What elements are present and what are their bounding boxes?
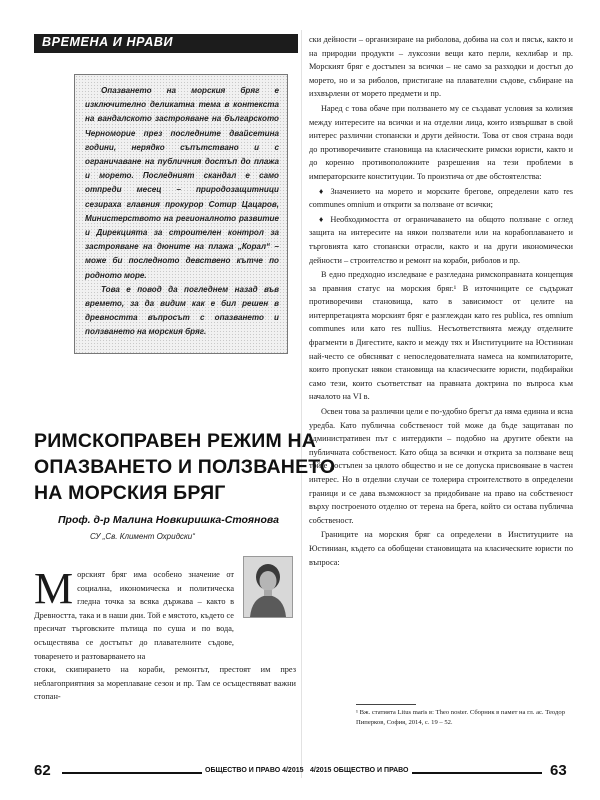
title-line-3: НА МОРСКИЯ БРЯГ [34, 482, 226, 504]
left-body-wide: стоки, скипирането на кораби, ремонтът, престоят им през неблагоприятния за мореплаване сезон и пр. Там се осъществяват важни стопан- [34, 665, 296, 702]
right-paragraph-5: Границите на морския бряг са определени в Институциите на Юстиниан, където са обобщени становищата на класическите юристи по въпроса: [309, 530, 573, 567]
journal-name-left: ОБЩЕСТВО И ПРАВО 4/2015 [205, 767, 304, 774]
drop-cap: М [34, 564, 74, 613]
abstract-paragraph-2: Това е повод да погледнем назад във времето, за да видим как е бил решен в древността въпросът с опазването и ползването на морския бряг. [85, 284, 279, 337]
author-affiliation: СУ „Св. Климент Охридски“ [90, 532, 195, 541]
right-bullet-1: ♦ Значението на морето и морските брегове, определени като res communes omnium и открити за ползване от всички; [309, 186, 573, 210]
title-line-1: РИМСКОПРАВЕН РЕЖИМ НА [34, 430, 317, 452]
right-column-text [309, 33, 573, 570]
right-paragraph-4: Освен това за различни цели е по-удобно брегът да няма единна и ясна уредба. Като публична собственост той може да бъде защитаван по административен път с интердикти – подобно на другите обекти на публичната собственост. Като обща за всички и открита за ползване вещ той е достъпен за цялото общество и не се допуска присвояване в частен интерес. Но в отделни случаи се толерира строителството в определени граници и се дава възможност за придобиване на право на собственост върху построеното отделно от терена на брега, който си остава публична собственост. [309, 407, 573, 525]
abstract-paragraph-1: Опазването на морския бряг е изключително деликатна тема в контекста на вандалското застрояване на българското Черноморие през последните двайсетина години, нерядко съпътствано и с ограничаване на публичния достъп до плажа и морето. Последният скандал е само отпреди месец – природозащитници сезираха главния прокурор Сотир Цацаров, Министерството на регионалното развитие и Дирекцията за строителен контрол за застрояване на дюните на плажа „Корал“ – може би последното девствено кътче по родното море. [85, 86, 279, 280]
footer-rule-left [62, 772, 202, 774]
footnote-rule [356, 704, 416, 705]
page-gutter [301, 30, 302, 778]
page-number-left: 62 [34, 762, 51, 779]
right-bullet-2: ♦ Необходимостта от ограничаването на общото ползване с оглед защита на интересите на някои ползватели или на корабоплаването и търговията като стопански отрасли, както и на други икономически дейности – строителство и ремонт на кораби, риболов и пр. [309, 214, 573, 265]
page-number-right: 63 [550, 762, 567, 779]
title-line-2: ОПАЗВАНЕТО И ПОЛЗВАНЕТО [34, 456, 336, 478]
abstract-box [74, 74, 288, 354]
article-title [34, 428, 336, 506]
footer-rule-right [412, 772, 542, 774]
section-banner [34, 34, 298, 53]
left-body-text [34, 564, 296, 704]
right-paragraph-3: В едно предходно изследване е разгледана римскоправната концепция за правния статус на морския бряг.¹ В източниците се съдържат противоречиви становища, като в зависимост от целите на интерпретацията морският бряг е разглеждан като res publica, res omnium communes или като res nullius. Несъответствията между отделните фрагменти в Дигестите, както и между тях и Институциите на Юстиниан най-често се обясняват с непоследователната намеса на компилаторите, които пропускат някои становища на класическите юристи, подбирайки само тези, които съответстват на правната доктрина по въпроса към началото на VI в. [309, 270, 573, 402]
left-body-narrow: орският бряг има особено значение от социална, икономическа и политическа гледна точка за всяка държава – както в Древността, така и в наши дни. Той е мястото, където се пресичат търговските пътища по суша и по вода, осъществява се достъпът до плавателните съдове, товаренето и разтоварването на [34, 570, 234, 661]
section-banner-label: ВРЕМЕНА И НРАВИ [42, 35, 174, 49]
footnote: ¹ Вж. статията Litus maris в: Theo noster. Сборник в памет на гл. ас. Теодор Пиперков, София, 2014, с. 19 – 52. [356, 709, 565, 726]
author-name: Проф. д-р Малина Новкиришка-Стоянова [58, 514, 279, 526]
right-paragraph-1: ски дейности – организиране на риболова, добива на сол и пясък, както и на природни продукти – луксозни вещи като перли, кехлибар и пр. Морският бряг е достъпен за всички – не само за разходки и достъп до морето, но и за риболов, пристигане на плавателни съдове, събиране на изхвърлени от морето предмети и пр. [309, 35, 573, 99]
right-paragraph-2: Наред с това обаче при ползването му се създават условия за колизия между интересите на всички и на отделни лица, които извършват в свой интерес различни стопански и други дейности. Това от своя страна води до противоречивите становища на класическите римски юристи, както и до коренно противоположните разрешения на тези проблеми в императорските конституции. То произтича от две обстоятелства: [309, 103, 573, 181]
journal-name-right: 4/2015 ОБЩЕСТВО И ПРАВО [310, 767, 409, 774]
